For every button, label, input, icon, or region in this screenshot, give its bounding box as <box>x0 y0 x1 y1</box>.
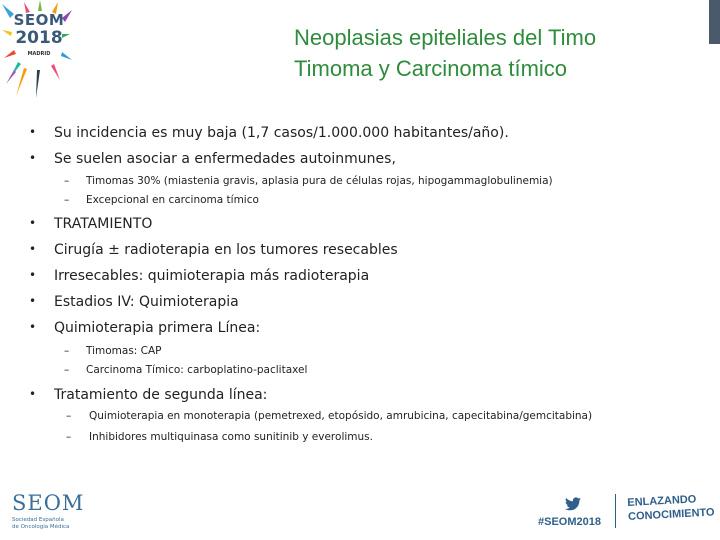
logo-year-text: 2018 <box>15 28 63 48</box>
logo-city-text: MADRID <box>27 51 51 57</box>
bullet-dot: • <box>29 125 37 139</box>
bullet-text: Quimioterapia primera Línea: <box>54 320 261 336</box>
sub-bullet-dash: – <box>64 175 70 187</box>
sub-bullet-text: Inhibidores multiquinasa como sunitinib y everolimus. <box>89 431 373 443</box>
sub-bullet-text: Excepcional en carcinoma tímico <box>86 194 259 206</box>
twitter-bird-icon <box>565 497 581 511</box>
bullet-dot: • <box>29 294 37 308</box>
bullet-dot: • <box>29 216 37 230</box>
enlazando-conocimiento-logo <box>627 491 715 523</box>
footer-divider <box>615 494 616 528</box>
sub-bullet-dash: – <box>64 345 70 357</box>
bullet-dot: • <box>29 387 37 401</box>
bullet-dot: • <box>29 151 37 165</box>
bullet-text: Se suelen asociar a enfermedades autoinmunes, <box>54 151 396 167</box>
bullet-text: Cirugía ± radioterapia en los tumores resecables <box>54 242 398 258</box>
seom-footer-logo <box>12 492 102 536</box>
sub-bullet-text: Carcinoma Tímico: carboplatino-paclitaxel <box>86 364 308 376</box>
seom-2018-logo <box>0 0 75 100</box>
bullet-text: TRATAMIENTO <box>54 216 153 232</box>
corner-accent-bar <box>709 0 720 44</box>
bullet-text: Irresecables: quimioterapia más radioterapia <box>54 268 370 284</box>
conocimiento-text: CONOCIMIENTO <box>627 506 715 523</box>
bullet-text: Tratamiento de segunda línea: <box>54 387 268 403</box>
bullet-text: Estadios IV: Quimioterapia <box>54 294 239 310</box>
sub-bullet-dash: – <box>66 431 72 443</box>
title-line-2: Timoma y Carcinoma tímico <box>294 56 568 81</box>
slide-title <box>294 22 694 84</box>
enlazando-text: ENLAZANDO <box>627 493 697 509</box>
title-line-1: Neoplasias epiteliales del Timo <box>294 25 597 50</box>
sub-bullet-text: Timomas 30% (miastenia gravis, aplasia pura de células rojas, hipogammaglobulinemia) <box>86 175 553 187</box>
sub-bullet-dash: – <box>66 410 72 422</box>
bullet-dot: • <box>29 242 37 256</box>
hashtag-text: #SEOM2018 <box>538 516 601 528</box>
sub-bullet-text: Timomas: CAP <box>86 345 162 357</box>
sub-bullet-dash: – <box>64 194 70 206</box>
bullet-dot: • <box>29 320 37 334</box>
sub-bullet-text: Quimioterapia en monoterapia (pemetrexed, etopósido, amrubicina, capecitabina/gemcitabina) <box>89 410 593 422</box>
seom-logo-text: SEOM <box>12 491 85 515</box>
seom-subtitle-1: Sociedad Española <box>12 517 64 523</box>
logo-seom-text: SEOM <box>13 11 65 29</box>
seom-subtitle-2: de Oncología Médica <box>12 524 70 530</box>
bullet-text: Su incidencia es muy baja (1,7 casos/1.000.000 habitantes/año). <box>54 125 509 141</box>
sub-bullet-dash: – <box>64 364 70 376</box>
bullet-dot: • <box>29 268 37 282</box>
